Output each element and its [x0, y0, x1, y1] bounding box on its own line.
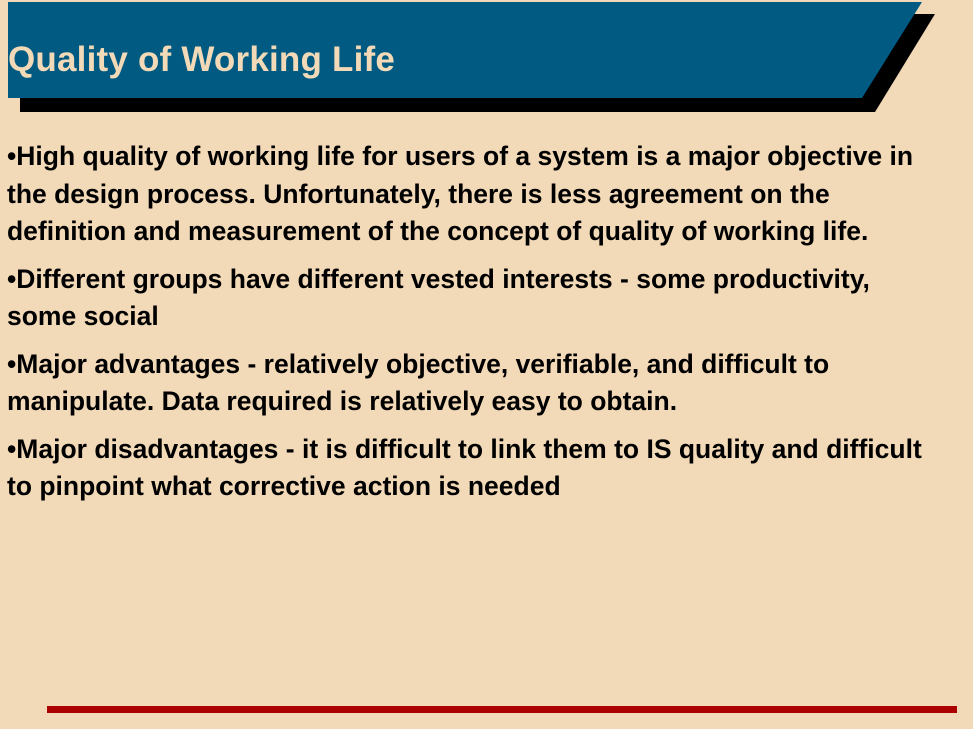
bullet-item: • Major advantages - relatively objective, verifiable, and difficult to manipulate. Data required is relatively easy to obtain.: [7, 346, 937, 421]
bullet-item: • Different groups have different vested interests - some productivity, some social: [7, 261, 937, 336]
title-banner: [0, 0, 973, 120]
bullet-list: [7, 138, 937, 516]
bullet-item: • High quality of working life for users of a system is a major objective in the design process. Unfortunately, there is less agreement on the definition and measurement of the concept of quality of working life.: [7, 138, 937, 251]
slide-title: Quality of Working Life: [8, 40, 396, 79]
footer-rule: [47, 706, 957, 713]
bullet-item: • Major disadvantages - it is difficult to link them to IS quality and difficult to pinpoint what corrective action is needed: [7, 431, 937, 506]
